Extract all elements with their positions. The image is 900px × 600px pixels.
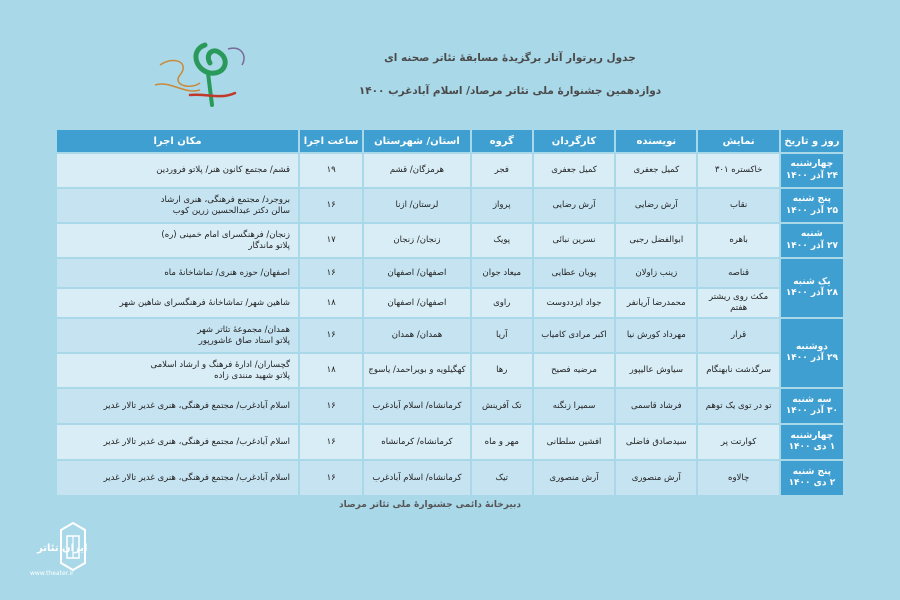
group-cell: رها: [472, 354, 532, 387]
time-cell: ۱۶: [300, 425, 362, 459]
director-cell: مرضیه فصیح: [534, 354, 614, 387]
province-cell: هرمزگان/ قشم: [364, 154, 469, 187]
time-cell: ۱۶: [300, 189, 362, 222]
table-row: [57, 319, 843, 352]
writer-cell: فرشاد قاسمی: [616, 389, 696, 423]
province-cell: کرمانشاه/ اسلام آبادغرب: [364, 461, 469, 495]
table-row: [57, 425, 843, 459]
table-row: [57, 289, 843, 317]
group-cell: راوی: [472, 289, 532, 317]
show-cell: قناصه: [698, 259, 778, 287]
writer-cell: سیاوش عالیپور: [616, 354, 696, 387]
show-cell: سرگذشت نابهنگام: [698, 354, 778, 387]
repertoire-table: [55, 128, 845, 497]
group-cell: فجر: [472, 154, 532, 187]
group-cell: پرواز: [472, 189, 532, 222]
show-cell: قرار: [698, 319, 778, 352]
time-cell: ۱۸: [300, 289, 362, 317]
time-cell: ۱۶: [300, 319, 362, 352]
col-header-date: روز و تاریخ: [781, 130, 843, 152]
writer-cell: آرش رضایی: [616, 189, 696, 222]
venue-cell: گچساران/ ادارهٔ فرهنگ و ارشاد اسلامی پلاتو شهید منندی زاده: [57, 354, 298, 387]
province-cell: کرمانشاه/ اسلام آبادغرب: [364, 389, 469, 423]
date-cell: یک شنبه ۲۸ آذر ۱۴۰۰: [781, 259, 843, 317]
writer-cell: سیدصادق فاضلی: [616, 425, 696, 459]
writer-cell: زینب زاولان: [616, 259, 696, 287]
schedule-title: جدول رپرتوار آثار برگزیدهٔ مسابقهٔ تئاتر صحنه ای: [384, 52, 636, 64]
festival-logo: [150, 35, 255, 110]
director-cell: پویان عطایی: [534, 259, 614, 287]
venue-cell: اسلام آبادغرب/ مجتمع فرهنگی، هنری غدیر تالار غدیر: [57, 389, 298, 423]
logo-name: ایران تئاتر: [37, 543, 88, 554]
time-cell: ۱۶: [300, 389, 362, 423]
director-cell: اکبر مرادی کامیاب: [534, 319, 614, 352]
venue-cell: اسلام آبادغرب/ مجتمع فرهنگی، هنری غدیر تالار غدیر: [57, 425, 298, 459]
date-cell: پنج شنبه ۲۵ آذر ۱۴۰۰: [781, 189, 843, 222]
director-cell: آرش منصوری: [534, 461, 614, 495]
venue-cell: اصفهان/ حوزه هنری/ تماشاخانهٔ ماه: [57, 259, 298, 287]
table-header-row: [57, 130, 843, 152]
time-cell: ۱۸: [300, 354, 362, 387]
iran-theater-logo: [25, 518, 105, 583]
time-cell: ۱۶: [300, 461, 362, 495]
writer-cell: محمدرضا آریانفر: [616, 289, 696, 317]
col-header-writer: نویسنده: [616, 130, 696, 152]
province-cell: کهگیلویه و بویراحمد/ یاسوج: [364, 354, 469, 387]
director-cell: سمیرا زنگنه: [534, 389, 614, 423]
venue-cell: بروجرد/ مجتمع فرهنگی، هنری ارشاد سالن دکتر عبدالحسین زرین کوب: [57, 189, 298, 222]
date-cell: پنج شنبه ۲ دی ۱۴۰۰: [781, 461, 843, 495]
director-cell: جواد ایزددوست: [534, 289, 614, 317]
province-cell: کرمانشاه/ کرمانشاه: [364, 425, 469, 459]
writer-cell: آرش منصوری: [616, 461, 696, 495]
secretariat-footer: دبیرخانهٔ دائمی جشنوارهٔ ملی تئاتر مرصاد: [338, 500, 522, 510]
time-cell: ۱۹: [300, 154, 362, 187]
time-cell: ۱۷: [300, 224, 362, 257]
col-header-director: کارگردان: [534, 130, 614, 152]
table-row: [57, 461, 843, 495]
show-cell: مکث روی ریشتر هفتم: [698, 289, 778, 317]
show-cell: تو در توی یک توهم: [698, 389, 778, 423]
table-row: [57, 224, 843, 257]
date-cell: چهارشنبه ۱ دی ۱۴۰۰: [781, 425, 843, 459]
group-cell: آریا: [472, 319, 532, 352]
group-cell: پویک: [472, 224, 532, 257]
show-cell: نقاب: [698, 189, 778, 222]
date-cell: چهارشنبه ۲۴ آذر ۱۴۰۰: [781, 154, 843, 187]
table-row: [57, 389, 843, 423]
date-cell: سه شنبه ۳۰ آذر ۱۴۰۰: [781, 389, 843, 423]
venue-cell: زنجان/ فرهنگسرای امام خمینی (ره) پلاتو ماندگار: [57, 224, 298, 257]
writer-cell: کمیل جعفری: [616, 154, 696, 187]
director-cell: نسرین نبائی: [534, 224, 614, 257]
col-header-venue: مکان اجرا: [57, 130, 298, 152]
province-cell: اصفهان/ اصفهان: [364, 289, 469, 317]
director-cell: آرش رضایی: [534, 189, 614, 222]
date-cell: شنبه ۲۷ آذر ۱۴۰۰: [781, 224, 843, 257]
table-row: [57, 189, 843, 222]
province-cell: زنجان/ زنجان: [364, 224, 469, 257]
director-cell: افشین سلطانی: [534, 425, 614, 459]
col-header-group: گروه: [472, 130, 532, 152]
group-cell: میعاد جوان: [472, 259, 532, 287]
province-cell: اصفهان/ اصفهان: [364, 259, 469, 287]
province-cell: لرستان/ ازنا: [364, 189, 469, 222]
col-header-time: ساعت اجرا: [300, 130, 362, 152]
logo-url: www.theater.ir: [30, 570, 74, 577]
col-header-show: نمایش: [698, 130, 778, 152]
festival-subtitle: دوازدهمین جشنوارهٔ ملی تئاتر مرصاد/ اسلام آبادغرب ۱۴۰۰: [358, 85, 662, 97]
table-row: [57, 354, 843, 387]
time-cell: ۱۶: [300, 259, 362, 287]
show-cell: کوارتت پر: [698, 425, 778, 459]
group-cell: تک آفرینش: [472, 389, 532, 423]
group-cell: تیک: [472, 461, 532, 495]
col-header-province: استان/ شهرستان: [364, 130, 469, 152]
show-cell: خاکستره ۳۰۱: [698, 154, 778, 187]
venue-cell: قشم/ مجتمع کانون هنر/ پلاتو فروردین: [57, 154, 298, 187]
writer-cell: ابوالفضل رجبی: [616, 224, 696, 257]
table-row: [57, 154, 843, 187]
show-cell: چالاوه: [698, 461, 778, 495]
show-cell: باهره: [698, 224, 778, 257]
writer-cell: مهرداد کورش نیا: [616, 319, 696, 352]
province-cell: همدان/ همدان: [364, 319, 469, 352]
venue-cell: شاهین شهر/ تماشاخانهٔ فرهنگسرای شاهین شهر: [57, 289, 298, 317]
date-cell: دوشنبه ۲۹ آذر ۱۴۰۰: [781, 319, 843, 387]
venue-cell: اسلام آبادغرب/ مجتمع فرهنگی، هنری غدیر تالار غدیر: [57, 461, 298, 495]
director-cell: کمیل جعفری: [534, 154, 614, 187]
group-cell: مهر و ماه: [472, 425, 532, 459]
venue-cell: همدان/ مجموعهٔ تئاتر شهر پلاتو استاد صاق عاشورپور: [57, 319, 298, 352]
table-row: [57, 259, 843, 287]
